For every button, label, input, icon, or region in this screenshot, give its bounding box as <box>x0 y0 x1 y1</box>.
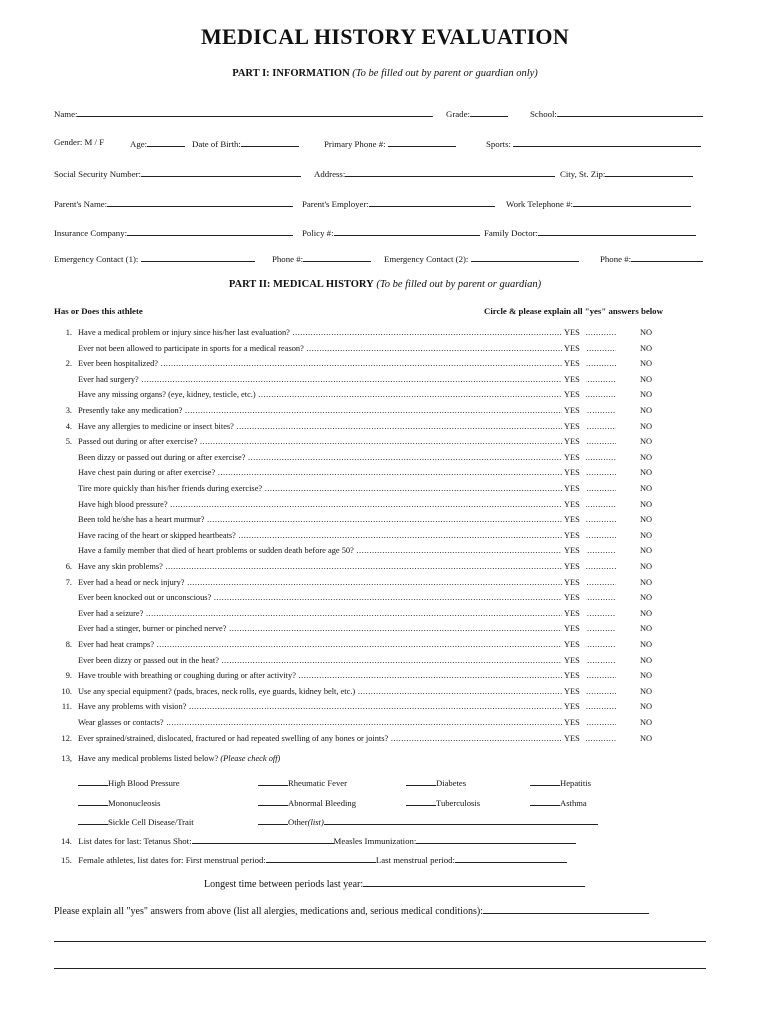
age-field[interactable] <box>147 137 185 147</box>
no-option[interactable]: NO <box>640 484 653 493</box>
check-line <box>78 815 108 825</box>
yes-option[interactable]: YES <box>562 406 586 415</box>
policy-label: Policy #: <box>302 228 334 238</box>
no-option[interactable]: NO <box>640 733 653 743</box>
longest-period-row <box>204 877 585 890</box>
condition-label: Other <box>288 817 308 827</box>
condition-label: Diabetes <box>436 778 467 788</box>
question-number: 6. <box>65 562 72 571</box>
no-option[interactable]: NO <box>640 421 653 431</box>
parent-field[interactable] <box>107 197 293 207</box>
question-row <box>54 578 694 592</box>
tetanus-field[interactable] <box>192 834 334 844</box>
no-option[interactable]: NO <box>640 608 653 618</box>
question-14 <box>54 834 576 846</box>
no-option[interactable]: NO <box>640 468 653 478</box>
question-row <box>54 359 694 373</box>
explain-line-2[interactable] <box>54 968 706 969</box>
question-row <box>54 500 694 514</box>
no-option[interactable]: NO <box>640 640 653 649</box>
yes-option[interactable]: YES <box>562 609 586 618</box>
explain-field[interactable] <box>483 904 649 914</box>
question-text: Ever had a head or neck injury? ..... <box>78 578 616 587</box>
question-text: Presently take any medication? ..... <box>78 406 616 415</box>
condition-asthma[interactable] <box>530 796 587 808</box>
condition-label: Hepatitis <box>560 778 592 788</box>
question-14-number: 14. <box>61 836 72 846</box>
insurance-field[interactable] <box>127 226 293 236</box>
question-15-text: Female athletes, list dates for: First menstrual period: <box>78 855 266 865</box>
question-row <box>54 437 694 451</box>
question-text: Have any missing organs? (eye, kidney, testicle, etc.) ..... <box>78 390 616 399</box>
check-line <box>406 776 436 786</box>
city-label: City, St. Zip: <box>560 169 606 179</box>
no-option[interactable]: NO <box>640 671 653 681</box>
question-text: Have chest pain during or after exercise? ..... <box>78 468 616 477</box>
city-field[interactable] <box>605 167 693 177</box>
check-line <box>530 776 560 786</box>
yes-option[interactable]: YES <box>562 437 586 446</box>
part1-heading <box>0 68 770 79</box>
work-phone-label: Work Telephone #: <box>506 199 573 209</box>
question-row <box>54 406 694 420</box>
phone-field[interactable] <box>388 137 456 147</box>
phone2-field[interactable] <box>631 252 703 262</box>
name-label: Name: <box>54 109 78 119</box>
question-number: 5. <box>65 437 72 447</box>
question-number: 1. <box>65 328 72 337</box>
longest-period-label: Longest time between periods last year: <box>204 879 364 890</box>
question-number: 9. <box>65 671 72 681</box>
no-option[interactable]: NO <box>640 624 653 634</box>
question-row <box>54 734 694 748</box>
questions-header-right: Circle & please explain all "yes" answers below <box>484 306 663 316</box>
yes-option[interactable]: YES <box>562 593 586 602</box>
question-row <box>54 656 694 670</box>
question-text: Have a medical problem or injury since his/her last evaluation? ..... <box>78 328 616 337</box>
question-text: Ever had a seizure? ..... <box>78 609 616 618</box>
condition-bleeding[interactable] <box>258 796 356 808</box>
question-text: Ever had a stinger, burner or pinched nerve? ..... <box>78 624 616 633</box>
question-text: Ever been dizzy or passed out in the heat? ..... <box>78 656 616 665</box>
yes-option[interactable]: YES <box>562 453 586 462</box>
question-row <box>54 593 694 607</box>
sports-label: Sports: <box>486 139 511 149</box>
question-row <box>54 609 694 623</box>
question-text: Passed out during or after exercise? ..... <box>78 437 616 446</box>
question-text: Wear glasses or contacts? ..... <box>78 718 616 727</box>
page-title: MEDICAL HISTORY EVALUATION <box>200 24 570 49</box>
question-row <box>54 640 694 654</box>
no-option[interactable]: NO <box>640 374 653 384</box>
yes-option[interactable]: YES <box>562 500 586 509</box>
yes-option[interactable]: YES <box>562 562 586 571</box>
question-text: Have any allergies to medicine or insect bites? ..... <box>78 422 616 431</box>
no-option[interactable]: NO <box>640 546 653 556</box>
phone1-label: Phone #: <box>272 254 304 264</box>
check-line <box>258 776 288 786</box>
measles-label: Measles Immunization: <box>333 836 417 846</box>
question-row <box>54 375 694 389</box>
yes-option[interactable]: YES <box>562 702 586 711</box>
no-option[interactable]: NO <box>640 406 653 415</box>
no-option[interactable]: NO <box>640 452 653 462</box>
explain-label: Please explain all "yes" answers from above (list all alergies, medications and, serious medical conditions): <box>54 906 483 917</box>
question-text: Have trouble with breathing or coughing during or after activity? ..... <box>78 671 616 680</box>
condition-other[interactable] <box>258 815 598 827</box>
question-text: Have racing of the heart or skipped heartbeats? ..... <box>78 531 616 540</box>
insurance-label: Insurance Company: <box>54 228 128 238</box>
question-text: Ever not been allowed to participate in sports for a medical reason? ..... <box>78 344 616 353</box>
phone-label: Primary Phone #: <box>324 139 386 149</box>
part1-label: PART I: INFORMATION <box>232 68 350 79</box>
question-text: Been told he/she has a heart murmur? ..... <box>78 515 616 524</box>
yes-option[interactable]: YES <box>562 578 586 587</box>
school-label: School: <box>530 109 557 119</box>
yes-option[interactable]: YES <box>562 531 586 540</box>
question-13 <box>54 754 694 768</box>
no-option[interactable]: NO <box>640 530 653 540</box>
condition-rheum[interactable] <box>258 776 347 788</box>
question-text: Ever sprained/strained, dislocated, fractured or had repeated swelling of any bones or joints? ..... <box>78 734 616 743</box>
question-text: Have any skin problems? ..... <box>78 562 616 571</box>
no-option[interactable]: NO <box>640 562 653 571</box>
question-number: 7. <box>65 577 72 587</box>
question-row <box>54 515 694 529</box>
part2-heading <box>0 279 770 290</box>
question-row <box>54 718 694 732</box>
check-line <box>78 776 108 786</box>
yes-option[interactable]: YES <box>562 422 586 431</box>
question-row <box>54 687 694 701</box>
yes-option[interactable]: YES <box>562 546 586 555</box>
question-number: 10. <box>61 686 72 696</box>
ssn-field[interactable] <box>141 167 301 177</box>
question-text: Been dizzy or passed out during or after exercise? ..... <box>78 453 616 462</box>
yes-option[interactable]: YES <box>562 375 586 384</box>
question-13-number: 13, <box>61 754 72 763</box>
no-option[interactable]: NO <box>640 390 653 400</box>
last-period-label: Last menstrual period: <box>375 855 455 865</box>
condition-hepatitis[interactable] <box>530 776 591 788</box>
question-row <box>54 468 694 482</box>
question-text: Have any problems with vision? ..... <box>78 702 616 711</box>
measles-field[interactable] <box>416 834 576 844</box>
question-row <box>54 546 694 560</box>
emergency1-label: Emergency Contact (1): <box>54 254 139 264</box>
question-text: Tire more quickly than his/her friends during exercise? ..... <box>78 484 616 493</box>
dob-field[interactable] <box>241 137 299 147</box>
age-label: Age: <box>130 139 148 149</box>
yes-option[interactable]: YES <box>562 484 586 493</box>
condition-label: High Blood Pressure <box>108 778 180 788</box>
gender-label[interactable]: Gender: M / F <box>54 137 105 147</box>
yes-option[interactable]: YES <box>562 734 586 743</box>
question-row <box>54 531 694 545</box>
question-text: Have high blood pressure? ..... <box>78 500 616 509</box>
question-row <box>54 344 694 358</box>
address-label: Address: <box>314 169 346 179</box>
question-row <box>54 328 694 342</box>
ssn-label: Social Security Number: <box>54 169 141 179</box>
check-line <box>530 796 560 806</box>
question-13-text: Have any medical problems listed below? <box>78 754 219 763</box>
yes-option[interactable]: YES <box>562 390 586 399</box>
emergency2-field[interactable] <box>471 252 579 262</box>
condition-label: Asthma <box>560 798 587 808</box>
check-line <box>258 815 288 825</box>
condition-sickle[interactable] <box>78 815 194 827</box>
questions-header-left: Has or Does this athlete <box>54 306 143 316</box>
question-row <box>54 390 694 404</box>
condition-other-note: (list) <box>307 817 324 827</box>
condition-other-field[interactable] <box>324 815 598 825</box>
question-row <box>54 453 694 467</box>
work-phone-field[interactable] <box>573 197 691 207</box>
no-option[interactable]: NO <box>640 577 653 587</box>
explain-line-1[interactable] <box>54 941 706 942</box>
yes-option[interactable]: YES <box>562 359 586 368</box>
question-number: 3. <box>65 406 72 415</box>
school-field[interactable] <box>557 107 703 117</box>
doctor-field[interactable] <box>538 226 696 236</box>
phone2-label: Phone #: <box>600 254 632 264</box>
part2-label: PART II: MEDICAL HISTORY <box>228 279 374 290</box>
question-row <box>54 422 694 436</box>
condition-hbp[interactable] <box>78 776 180 788</box>
check-line <box>258 796 288 806</box>
question-row <box>54 702 694 716</box>
no-option[interactable]: NO <box>640 718 653 727</box>
condition-label: Rheumatic Fever <box>288 778 347 788</box>
question-row <box>54 562 694 576</box>
yes-option[interactable]: YES <box>562 687 586 696</box>
policy-field[interactable] <box>334 226 480 236</box>
no-option[interactable]: NO <box>640 343 653 353</box>
last-period-field[interactable] <box>455 853 567 863</box>
no-option[interactable]: NO <box>640 359 653 369</box>
no-option[interactable]: NO <box>640 655 653 665</box>
yes-option[interactable]: YES <box>562 718 586 727</box>
phone1-field[interactable] <box>303 252 371 262</box>
condition-mono[interactable] <box>78 796 161 808</box>
grade-label: Grade: <box>446 109 470 119</box>
question-row <box>54 624 694 638</box>
question-row <box>54 484 694 498</box>
part2-note: (To be filled out by parent or guardian) <box>376 279 542 290</box>
check-line <box>406 796 436 806</box>
question-text: Ever been hospitalized? ..... <box>78 359 616 368</box>
no-option[interactable]: NO <box>640 702 653 712</box>
question-text: Ever had heat cramps? ..... <box>78 640 616 649</box>
question-number: 11. <box>61 702 72 712</box>
question-15 <box>54 853 567 865</box>
question-15-number: 15. <box>61 855 72 865</box>
condition-label: Sickle Cell Disease/Trait <box>108 817 194 827</box>
employer-field[interactable] <box>369 197 495 207</box>
no-option[interactable]: NO <box>640 437 653 447</box>
question-text: Ever had surgery? ..... <box>78 375 616 384</box>
no-option[interactable]: NO <box>640 686 653 696</box>
doctor-label: Family Doctor: <box>484 228 538 238</box>
question-13-note: (Please check off) <box>220 754 281 763</box>
yes-option[interactable]: YES <box>562 344 586 353</box>
condition-label: Mononucleosis <box>108 798 161 808</box>
yes-option[interactable]: YES <box>562 671 586 680</box>
no-option[interactable]: NO <box>640 328 653 337</box>
part1-note: (To be filled out by parent or guardian only) <box>352 68 538 79</box>
address-field[interactable] <box>345 167 555 177</box>
question-number: 2. <box>65 359 72 369</box>
parent-label: Parent's Name: <box>54 199 108 209</box>
sports-field[interactable] <box>513 137 701 147</box>
explain-row <box>54 904 649 917</box>
question-text: Have a family member that died of heart problems or sudden death before age 50? ..... <box>78 546 616 555</box>
question-number: 12. <box>61 733 72 743</box>
question-row <box>54 671 694 685</box>
yes-option[interactable]: YES <box>562 328 586 337</box>
question-14-text: List dates for last: Tetanus Shot: <box>78 836 192 846</box>
condition-label: Abnormal Bleeding <box>288 798 357 808</box>
check-line <box>78 796 108 806</box>
emergency2-label: Emergency Contact (2): <box>384 254 469 264</box>
question-text: Use any special equipment? (pads, braces, neck rolls, eye guards, kidney belt, etc.) ..... <box>78 687 616 696</box>
condition-tb[interactable] <box>406 796 480 808</box>
grade-field[interactable] <box>470 107 508 117</box>
name-field[interactable] <box>77 107 433 117</box>
question-number: 4. <box>65 421 72 431</box>
no-option[interactable]: NO <box>640 499 653 509</box>
yes-option[interactable]: YES <box>562 624 586 633</box>
question-text: Ever been knocked out or unconscious? ..... <box>78 593 616 602</box>
dob-label: Date of Birth: <box>192 139 241 149</box>
condition-diabetes[interactable] <box>406 776 466 788</box>
emergency1-field[interactable] <box>141 252 255 262</box>
yes-option[interactable]: YES <box>562 515 586 524</box>
longest-period-field[interactable] <box>363 877 585 887</box>
question-number: 8. <box>65 640 72 649</box>
condition-label: Tuberculosis <box>436 798 481 808</box>
no-option[interactable]: NO <box>640 593 653 603</box>
yes-option[interactable]: YES <box>562 468 586 477</box>
yes-option[interactable]: YES <box>562 640 586 649</box>
employer-label: Parent's Employer: <box>302 199 369 209</box>
first-period-field[interactable] <box>266 853 376 863</box>
no-option[interactable]: NO <box>640 515 653 525</box>
yes-option[interactable]: YES <box>562 656 586 665</box>
